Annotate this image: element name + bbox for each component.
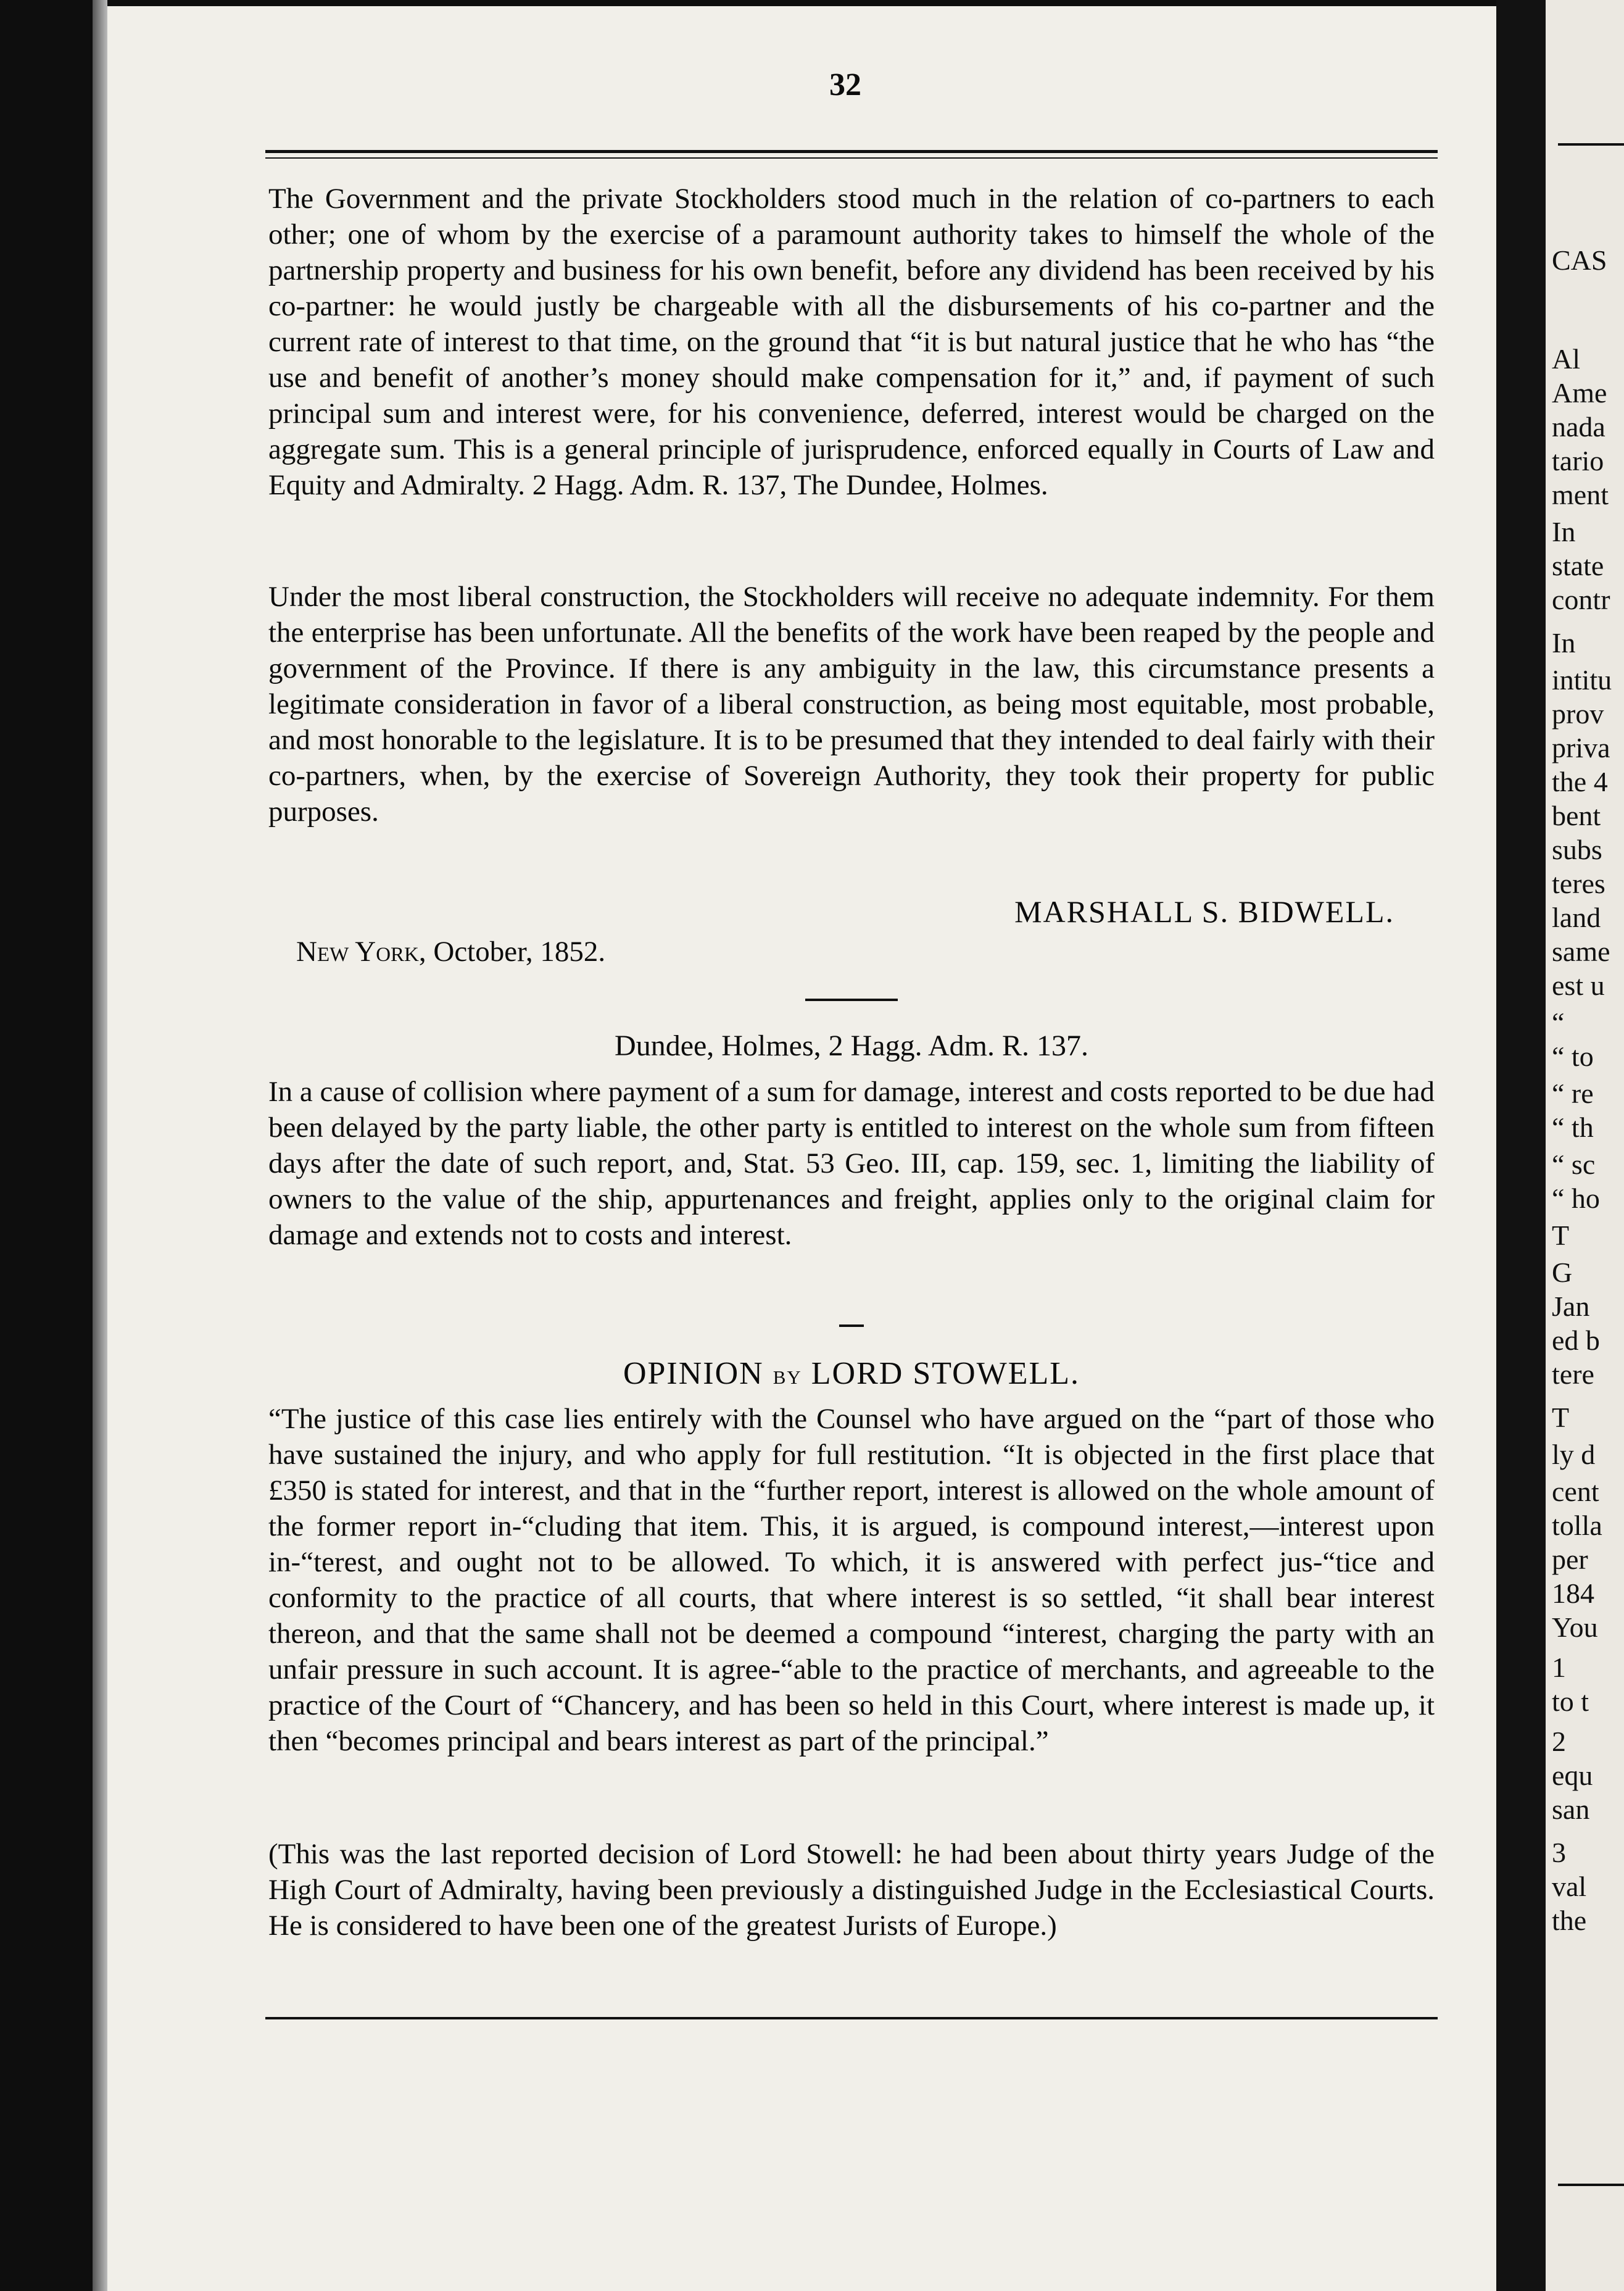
next-page-fragment: “ sc (1552, 1149, 1596, 1180)
next-page-fragment: tolla (1552, 1510, 1602, 1541)
next-page-fragment: per (1552, 1544, 1588, 1575)
body-paragraph: Under the most liberal construction, the Stockholders will receive no adequate indemnity. For them the enterprise has been unfortunate. All the benefits of the work have been reaped by the people and government of the Province. If there is any ambiguity in the law, this circumstance presents a legitimate consideration in favor of a liberal construction, as being most equitable, most probable, and most honorable to the legislature. It is to be presumed that they intended to deal fairly with their co-partners, when, by the exercise of Sovereign Authority, they took their property for public purposes. (268, 581, 1435, 828)
page-number: 32 (829, 67, 861, 102)
next-page-fragment: tere (1552, 1358, 1594, 1390)
next-page-fragment: intitu (1552, 664, 1612, 696)
next-page-fragment: prov (1552, 698, 1604, 730)
next-page-rule-bottom (1558, 2184, 1624, 2186)
next-page-fragment: san (1552, 1794, 1590, 1825)
next-page-fragment: the (1552, 1905, 1587, 1936)
section-dash (839, 1324, 864, 1327)
case-citation: Dundee, Holmes, 2 Hagg. Adm. R. 137. (615, 1029, 1088, 1062)
next-page-fragment: “ (1552, 1007, 1565, 1038)
body-paragraph: The Government and the private Stockholders stood much in the relation of co-partners to each other; one of whom by the exercise of a paramount authority takes to himself the whole of the partnership property and business for his own benefit, before any dividend has been received by his co-partner: he would justly be chargeable with all the disbursements of his co-partner and the current rate of interest to that time, on the ground that “it is but natural justice that he who has “the use and benefit of another’s money should make compensation for it,” and, if payment of such principal sum and interest were, for his convenience, deferred, interest would be charged on the aggregate sum. This is a general principle of jurisprudence, enforced equally in Courts of Law and Equity and Admiralty. 2 Hagg. Adm. R. 137, The Dundee, Holmes. (268, 183, 1435, 501)
next-page-fragment: to t (1552, 1686, 1589, 1717)
header-rule-bottom (265, 157, 1438, 159)
next-page-fragment: In (1552, 627, 1576, 659)
next-page-fragment: “ to (1552, 1041, 1594, 1072)
next-page-fragment: state (1552, 550, 1604, 581)
next-page-fragment: In (1552, 516, 1576, 547)
binding-gutter (1496, 0, 1546, 2291)
next-page-rule (1558, 143, 1624, 146)
dateline (296, 935, 605, 968)
next-page-fragment: bent (1552, 800, 1601, 831)
next-page-fragment: subs (1552, 834, 1602, 865)
next-page-fragment: G (1552, 1257, 1573, 1288)
next-page-fragment: cent (1552, 1476, 1599, 1507)
next-page-fragment: Al (1552, 343, 1580, 375)
dateline-date: October, 1852. (433, 936, 606, 968)
next-page-fragment: est u (1552, 970, 1605, 1001)
next-page-fragment: ly d (1552, 1439, 1596, 1470)
next-page-fragment: 1 (1552, 1652, 1566, 1683)
next-page-fragment: equ (1552, 1760, 1593, 1791)
opinion-heading-by: by (773, 1360, 802, 1390)
case-summary: In a cause of collision where payment of a sum for damage, interest and costs reported to be due had been delayed by the party liable, the other party is entitled to interest on the whole sum from fifteen days after the date of such report, and, Stat. 53 Geo. III, cap. 159, sec. 1, limiting the liability of owners to the value of the ship, appurtenances and freight, applies only to the original claim for damage and extends not to costs and interest. (268, 1076, 1435, 1251)
next-page-fragment: You (1552, 1611, 1598, 1643)
next-page-fragment: 184 (1552, 1578, 1594, 1609)
next-page-fragment: Ame (1552, 377, 1607, 409)
editorial-note: (This was the last reported decision of Lord Stowell: he had been about thirty years Judge of the High Court of Admiralty, having been previously a distinguished Judge in the Ecclesiastical Courts. He is considered to have been one of the greatest Jurists of Europe.) (268, 1838, 1435, 1942)
next-page-fragment: contr (1552, 584, 1610, 615)
header-rule-top (265, 150, 1438, 153)
next-page-fragment: priva (1552, 732, 1610, 763)
next-page-fragment: ed b (1552, 1324, 1600, 1356)
opinion-heading-name: LORD STOWELL. (811, 1356, 1080, 1391)
author-signature: MARSHALL S. BIDWELL. (1014, 894, 1394, 929)
section-divider (805, 999, 898, 1001)
dateline-place: New York, (296, 936, 426, 968)
next-page-fragment: ment (1552, 479, 1609, 510)
next-page-fragment: the 4 (1552, 766, 1608, 797)
next-page-fragment: same (1552, 936, 1610, 967)
next-page-fragment: 2 (1552, 1726, 1566, 1757)
next-page-fragment: 3 (1552, 1837, 1566, 1868)
opinion-heading (268, 1355, 1435, 1392)
page-left-edge (93, 0, 107, 2291)
next-page-fragment: Jan (1552, 1291, 1590, 1322)
footer-rule (265, 2017, 1438, 2019)
next-page-fragment: teres (1552, 868, 1605, 899)
next-page-fragment: tario (1552, 445, 1604, 476)
next-page-fragment: “ th (1552, 1112, 1594, 1143)
next-page-fragment: “ ho (1552, 1183, 1600, 1214)
opinion-quote: “The justice of this case lies entirely with the Counsel who have argued on the “part of those who have sustained the injury, and who apply for full restitution. “It is objected in the first place that £350 is stated for interest, and that in the “further report, interest is allowed on the whole amount of the former report in-“cluding that item. This, it is argued, is compound interest,—interest upon in-“terest, and ought not to be allowed. To which, it is answered with perfect jus-“tice and conformity to the practice of all courts, that where interest is so settled, “it shall bear interest thereon, and that the same shall not be deemed a compound “interest, charging the party with an unfair pressure in such account. It is agree-“able to the practice of merchants, and agreeable to the practice of the Court of “Chancery, and has been so held in this Court, where interest is made up, it then “becomes principal and bears interest as part of the principal.” (268, 1403, 1435, 1757)
next-page-fragment: land (1552, 902, 1601, 933)
next-page-fragment: “ re (1552, 1078, 1594, 1109)
next-page-fragment: CAS (1552, 244, 1607, 276)
opinion-heading-opinion: OPINION (623, 1356, 764, 1391)
next-page-fragment: T (1552, 1402, 1570, 1433)
next-page-fragment: val (1552, 1871, 1587, 1902)
next-page-fragment: T (1552, 1220, 1570, 1251)
next-page-fragment: nada (1552, 411, 1605, 443)
